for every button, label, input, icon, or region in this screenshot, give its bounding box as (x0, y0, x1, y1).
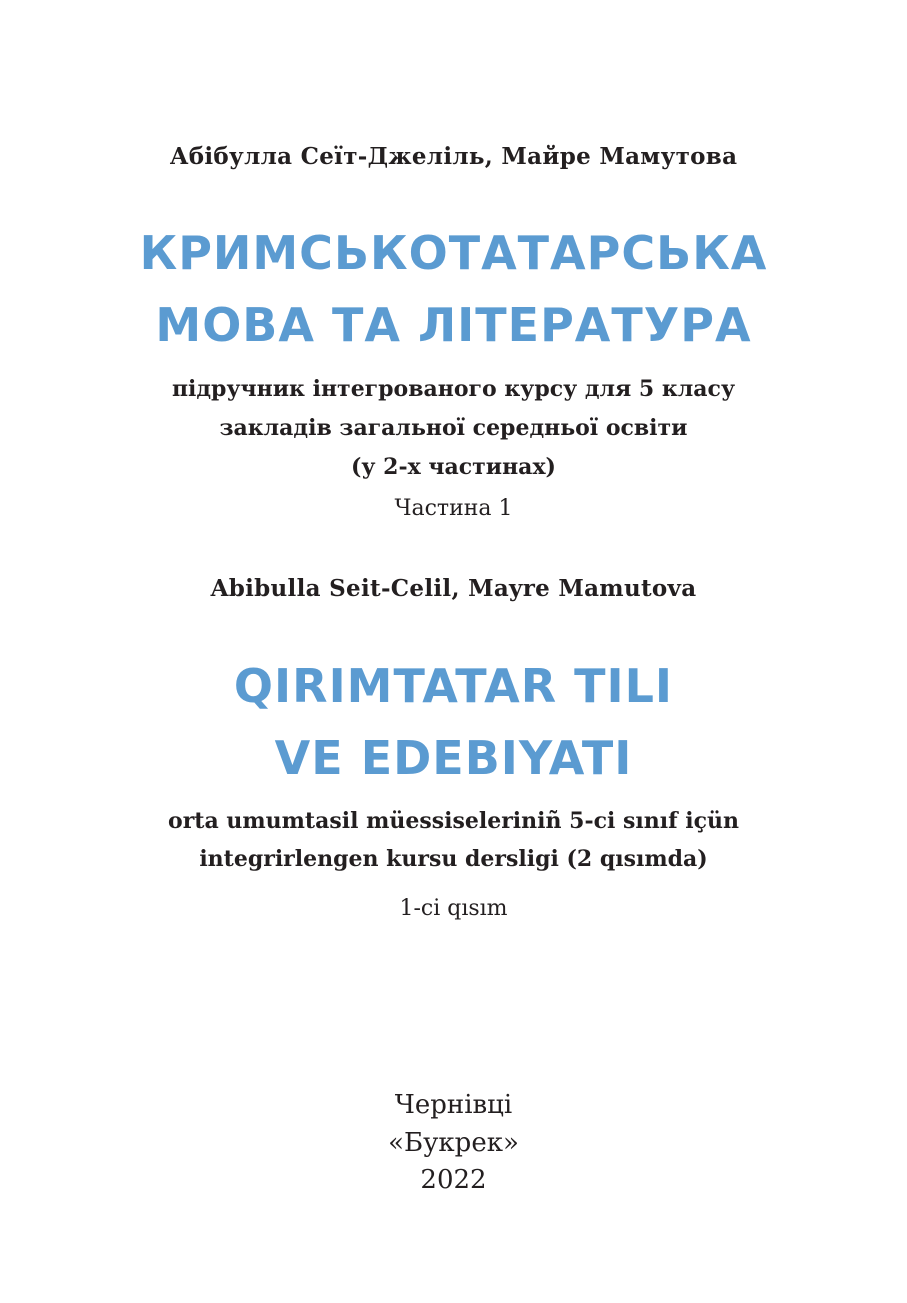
imprint-year: 2022 (420, 1165, 487, 1195)
book-title-crimean-tatar-line2: VE EDEBIYATI (274, 731, 633, 785)
part-label-crimean-tatar: 1-ci qısım (399, 896, 508, 921)
subtitle-ukrainian-line3: (у 2-х частинах) (351, 454, 556, 480)
book-title-ukrainian-line1: КРИМСЬКОТАТАРСЬКА (139, 226, 768, 280)
subtitle-ukrainian-line1: підручник інтегрованого курсу для 5 класу (171, 376, 736, 402)
imprint-city: Чернівці (394, 1090, 513, 1120)
part-label-ukrainian: Частина 1 (394, 496, 513, 521)
subtitle-ukrainian-line2: закладів загальної середньої освіти (219, 415, 688, 441)
book-title-crimean-tatar-line1: QIRIMTATAR TILI (233, 659, 674, 713)
authors-ukrainian: Абібулла Сеїт-Джеліль, Майре Мамутова (169, 143, 738, 170)
subtitle-crimean-tatar-line2: integrirlengen kursu dersligi (2 qısımda) (199, 846, 708, 872)
book-title-ukrainian-line2: МОВА ТА ЛІТЕРАТУРА (155, 298, 752, 352)
authors-crimean-tatar: Abibulla Seit-Celil, Mayre Mamutova (210, 575, 697, 602)
imprint-publisher: «Букрек» (388, 1128, 519, 1158)
subtitle-crimean-tatar-line1: orta umumtasil müessiseleriniñ 5-ci sınıf içün (168, 808, 739, 834)
